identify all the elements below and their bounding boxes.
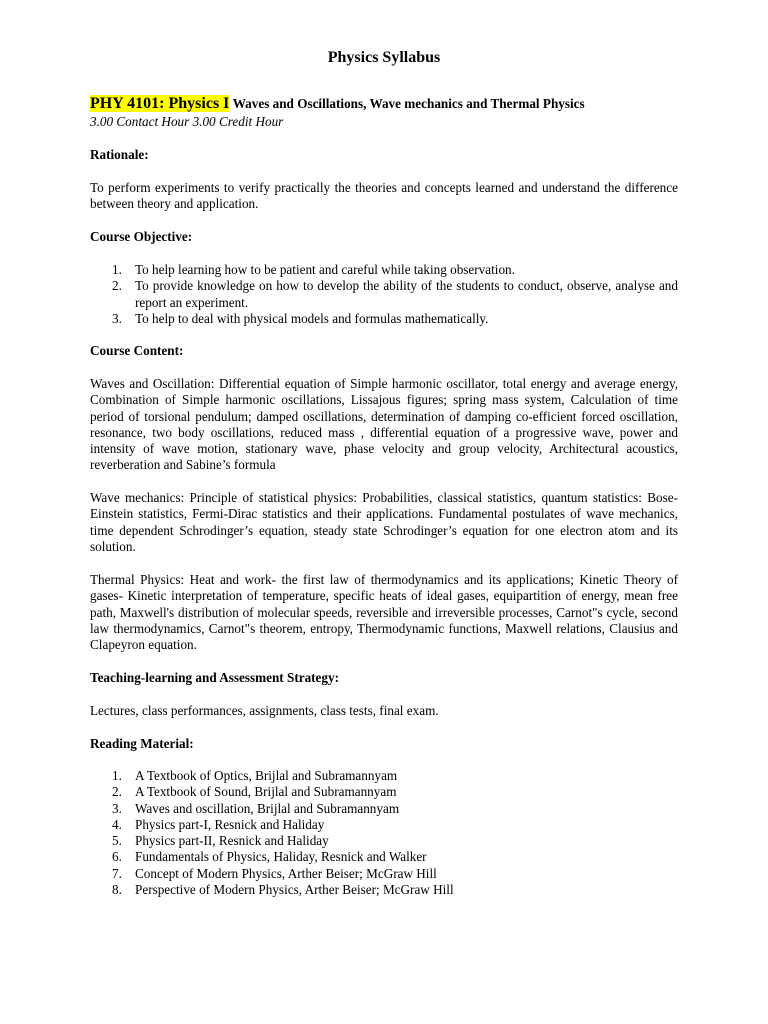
- reading-list: [90, 768, 678, 898]
- list-item: [90, 849, 678, 865]
- list-item: [90, 768, 678, 784]
- list-number: 5.: [112, 833, 122, 849]
- list-number: 6.: [112, 849, 122, 865]
- page-title: Physics Syllabus: [327, 49, 441, 66]
- rationale-text: To perform experiments to verify practically the theories and concepts learned and understand the difference between theory and application.: [90, 180, 678, 212]
- reading-heading: Reading Material:: [90, 736, 194, 751]
- list-number: 4.: [112, 816, 122, 832]
- strategy-text: Lectures, class performances, assignments, class tests, final exam.: [90, 703, 439, 718]
- list-text: To help learning how to be patient and careful while taking observation.: [135, 262, 515, 277]
- content-mechanics: Wave mechanics: Principle of statistical physics: Probabilities, classical statistics, quantum statistics: Bose-Einstein statistics, Fermi-Dirac statistics and their applications. Fundamental postulates of wave mechanics, time dependent Schrodinger’s equation, steady state Schrodinger’s equation for one electron atom and its solution.: [90, 490, 678, 554]
- list-text: To provide knowledge on how to develop the ability of the students to conduct, observe, analyse and report an experiment.: [135, 278, 678, 310]
- content-thermal: Thermal Physics: Heat and work- the first law of thermodynamics and its applications; Kinetic Theory of gases- Kinetic interpretation of temperature, specific heats of ideal gases, equipartition of energy, mean free path, Maxwell's distribution of molecular speeds, reversible and irreversible processes, Carnot"s cycle, second law thermodynamics, Carnot"s theorem, entropy, Thermodynamic functions, Maxwell relations, Clausius and Clapeyron equation.: [90, 572, 678, 653]
- list-number: 2.: [112, 784, 122, 800]
- list-item: [90, 311, 678, 327]
- list-item: [90, 262, 678, 278]
- objective-heading: Course Objective:: [90, 229, 193, 244]
- list-text: Physics part-I, Resnick and Haliday: [135, 816, 325, 832]
- content-heading: Course Content:: [90, 343, 184, 358]
- list-text: Perspective of Modern Physics, Arther Beiser; McGraw Hill: [135, 882, 454, 898]
- content-waves: Waves and Oscillation: Differential equation of Simple harmonic oscillator, total energy and average energy, Combination of Simple harmonic oscillations, Lissajous figures; spring mass system, Calculation of time period of torsional pendulum; damped oscillations, determination of damping co-efficient forced oscillation, resonance, two body oscillations, reduced mass , differential equation of a progressive wave, power and intensity of wave motion, stationary wave, phase velocity and group velocity, Architectural acoustics, reverberation and Sabine’s formula: [90, 376, 678, 473]
- list-item: [90, 833, 678, 849]
- list-number: 2.: [112, 278, 122, 294]
- list-item: [90, 784, 678, 800]
- list-text: A Textbook of Optics, Brijlal and Subramannyam: [135, 768, 398, 783]
- list-number: 1.: [112, 262, 122, 277]
- list-number: 1.: [112, 768, 122, 783]
- course-header: [90, 94, 690, 114]
- list-text: A Textbook of Sound, Brijlal and Subramannyam: [135, 784, 397, 800]
- course-subtitle: Waves and Oscillations, Wave mechanics and Thermal Physics: [232, 96, 585, 111]
- list-item: [90, 801, 678, 817]
- course-code: PHY 4101: Physics I: [90, 95, 230, 112]
- rationale-heading: Rationale:: [90, 147, 149, 162]
- list-item: [90, 866, 678, 882]
- list-item: [90, 278, 678, 311]
- objective-list: [90, 262, 678, 327]
- list-text: Waves and oscillation, Brijlal and Subramannyam: [135, 800, 400, 816]
- list-text: Physics part-II, Resnick and Haliday: [135, 833, 329, 849]
- list-text: Fundamentals of Physics, Haliday, Resnick and Walker: [135, 849, 427, 865]
- list-number: 3.: [112, 800, 122, 816]
- course-hours: 3.00 Contact Hour 3.00 Credit Hour: [90, 114, 284, 129]
- list-item: [90, 882, 678, 898]
- strategy-heading: Teaching-learning and Assessment Strategy:: [90, 670, 339, 685]
- list-number: 7.: [112, 865, 122, 881]
- list-item: [90, 817, 678, 833]
- list-number: 3.: [112, 310, 122, 326]
- list-number: 8.: [112, 882, 122, 898]
- list-text: To help to deal with physical models and formulas mathematically.: [135, 310, 489, 326]
- list-text: Concept of Modern Physics, Arther Beiser; McGraw Hill: [135, 865, 437, 881]
